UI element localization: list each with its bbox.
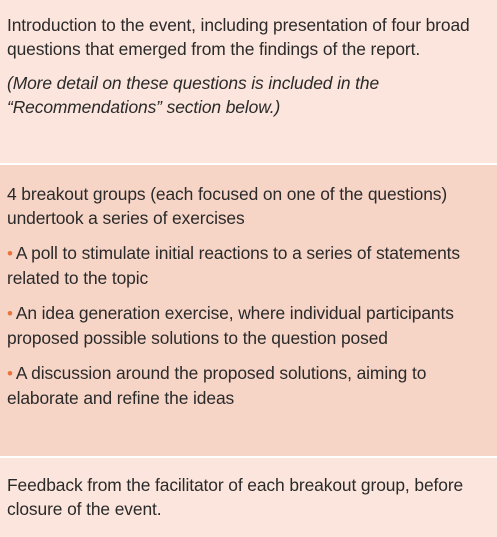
- breakout-intro-text: 4 breakout groups (each focused on one of the questions) undertook a series of exercises: [7, 184, 448, 228]
- agenda-row-introduction: [0, 0, 497, 163]
- bullet-icon: •: [7, 244, 13, 263]
- bullet-text: A poll to stimulate initial reactions to a series of statements related to the topic: [7, 243, 461, 288]
- agenda-row-breakout-groups: [0, 163, 497, 456]
- feedback-text: Feedback from the facilitator of each breakout group, before closure of the event.: [7, 475, 464, 519]
- introduction-text: Introduction to the event, including presentation of four broad questions that emerged from the findings of the report.: [7, 15, 470, 59]
- bullet-item-poll: [7, 241, 489, 290]
- recommendations-note: (More detail on these questions is included in the “Recommendations” section below.): [7, 73, 380, 117]
- bullet-item-discussion: [7, 361, 489, 410]
- bullet-text: A discussion around the proposed solutions, aiming to elaborate and refine the ideas: [7, 363, 427, 408]
- agenda-row-feedback: [0, 456, 497, 537]
- bullet-text: An idea generation exercise, where individual participants proposed possible solutions to the question posed: [7, 303, 454, 348]
- bullet-icon: •: [7, 364, 13, 383]
- bullet-icon: •: [7, 304, 13, 323]
- bullet-item-idea-generation: [7, 301, 489, 350]
